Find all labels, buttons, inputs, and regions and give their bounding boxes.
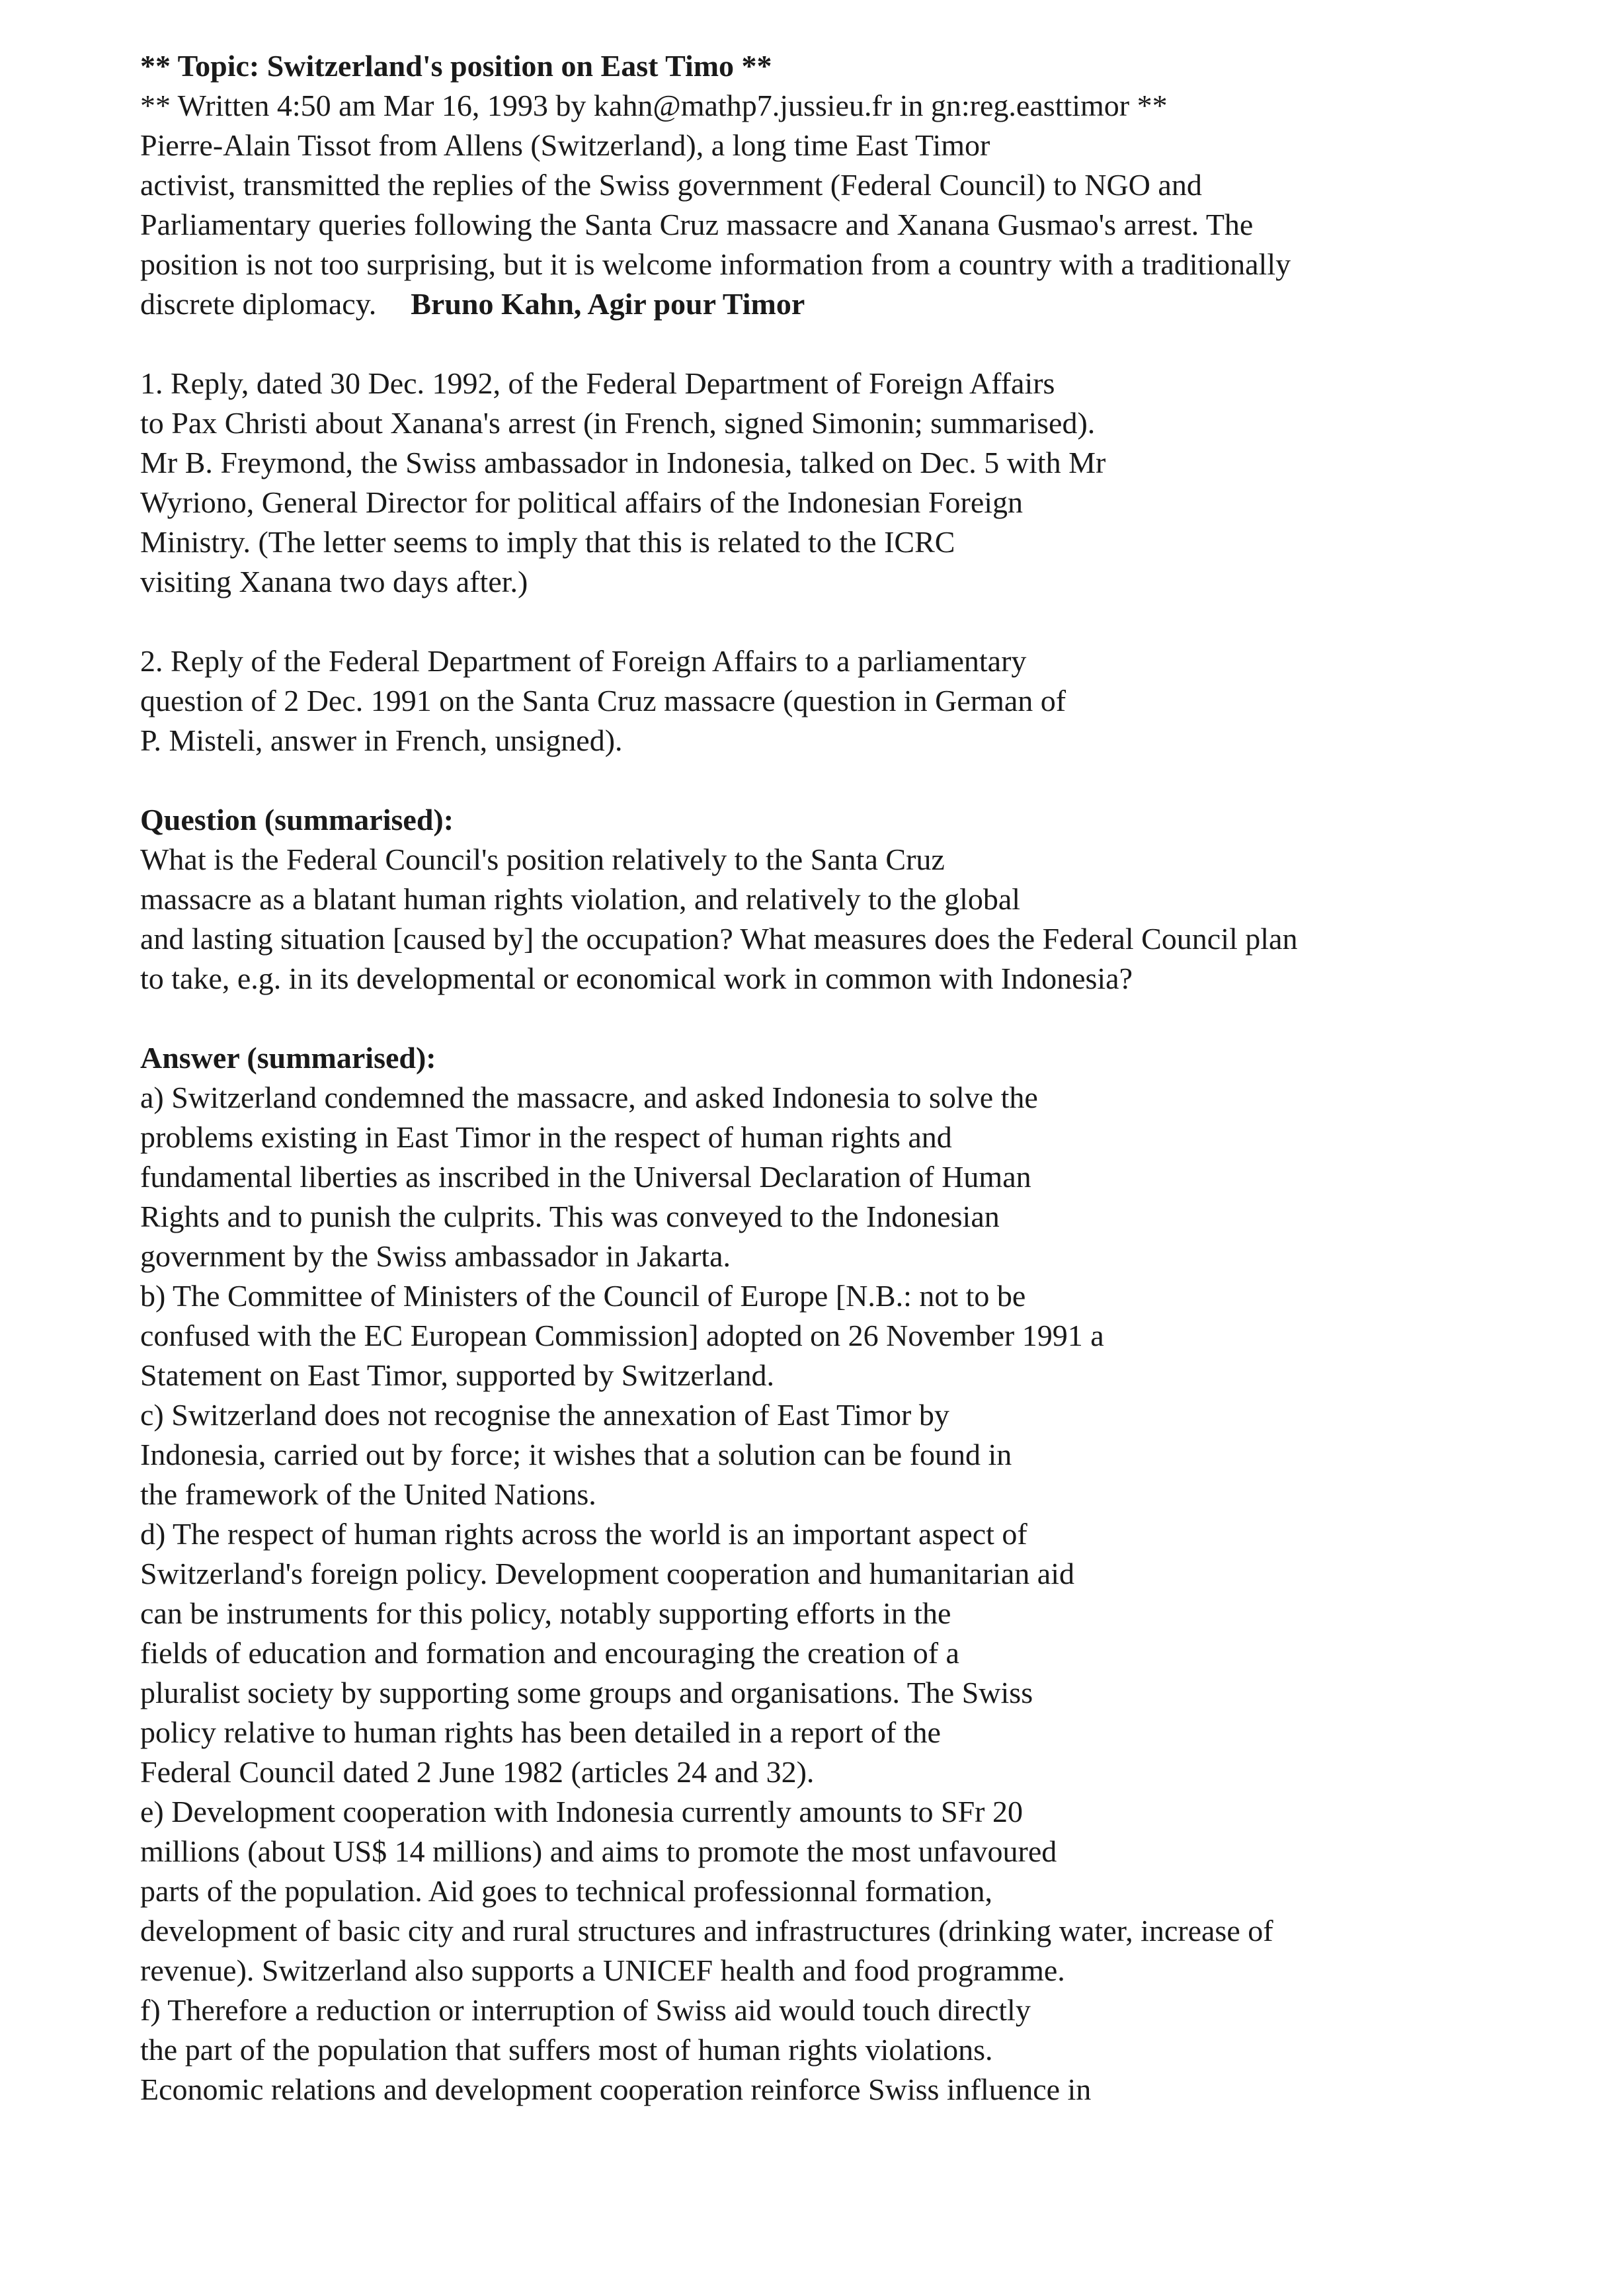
answer-line: fundamental liberties as inscribed in the Universal Declaration of Human: [140, 1160, 1031, 1194]
signature: Bruno Kahn, Agir pour Timor: [411, 287, 805, 321]
intro-line: activist, transmitted the replies of the Swiss government (Federal Council) to NGO and: [140, 168, 1202, 202]
answer-line: a) Switzerland condemned the massacre, and asked Indonesia to solve the: [140, 1081, 1038, 1114]
reply-2-line: question of 2 Dec. 1991 on the Santa Cruz massacre (question in German of: [140, 684, 1066, 718]
topic-line: ** Topic: Switzerland's position on East Timo **: [140, 49, 772, 83]
question-line: and lasting situation [caused by] the occupation? What measures does the Federal Council plan: [140, 922, 1298, 956]
reply-1-paragraph: [140, 364, 1496, 602]
answer-line: government by the Swiss ambassador in Jakarta.: [140, 1239, 731, 1273]
answer-line: Economic relations and development cooperation reinforce Swiss influence in: [140, 2072, 1092, 2106]
answer-line: can be instruments for this policy, notably supporting efforts in the: [140, 1596, 951, 1630]
answer-heading: Answer (summarised):: [140, 1041, 436, 1075]
question-line: What is the Federal Council's position relatively to the Santa Cruz: [140, 842, 945, 876]
answer-line: Rights and to punish the culprits. This was conveyed to the Indonesian: [140, 1200, 1000, 1233]
answer-line: Indonesia, carried out by force; it wishes that a solution can be found in: [140, 1438, 1012, 1471]
intro-line: position is not too surprising, but it is welcome information from a country with a traditionally: [140, 247, 1291, 281]
question-section: [140, 800, 1496, 999]
written-line: ** Written 4:50 am Mar 16, 1993 by kahn@mathp7.jussieu.fr in gn:reg.easttimor **: [140, 89, 1168, 122]
intro-paragraph: [140, 126, 1496, 324]
reply-1-line: Mr B. Freymond, the Swiss ambassador in Indonesia, talked on Dec. 5 with Mr: [140, 446, 1106, 479]
reply-1-line: visiting Xanana two days after.): [140, 565, 528, 598]
reply-1-line: to Pax Christi about Xanana's arrest (in French, signed Simonin; summarised).: [140, 406, 1096, 440]
answer-line: the framework of the United Nations.: [140, 1477, 596, 1511]
reply-1-line: Ministry. (The letter seems to imply that this is related to the ICRC: [140, 525, 955, 559]
reply-1-line: Wyriono, General Director for political affairs of the Indonesian Foreign: [140, 485, 1024, 519]
answer-line: e) Development cooperation with Indonesia currently amounts to SFr 20: [140, 1795, 1023, 1828]
answer-line: pluralist society by supporting some groups and organisations. The Swiss: [140, 1676, 1033, 1709]
answer-line: the part of the population that suffers most of human rights violations.: [140, 2033, 993, 2067]
answer-line: policy relative to human rights has been detailed in a report of the: [140, 1715, 941, 1749]
reply-2-paragraph: [140, 641, 1496, 760]
answer-line: problems existing in East Timor in the respect of human rights and: [140, 1120, 952, 1154]
intro-line: discrete diplomacy.: [140, 287, 377, 321]
answer-line: d) The respect of human rights across the world is an important aspect of: [140, 1517, 1027, 1551]
answer-line: b) The Committee of Ministers of the Council of Europe [N.B.: not to be: [140, 1279, 1026, 1313]
answer-line: fields of education and formation and encouraging the creation of a: [140, 1636, 959, 1670]
answer-line: parts of the population. Aid goes to technical professionnal formation,: [140, 1874, 992, 1908]
answer-line: Statement on East Timor, supported by Switzerland.: [140, 1358, 774, 1392]
reply-2-line: 2. Reply of the Federal Department of Foreign Affairs to a parliamentary: [140, 644, 1027, 678]
answer-line: Switzerland's foreign policy. Development cooperation and humanitarian aid: [140, 1557, 1074, 1590]
intro-line: Parliamentary queries following the Santa Cruz massacre and Xanana Gusmao's arrest. The: [140, 208, 1254, 241]
document-body: [140, 46, 1496, 2110]
answer-line: revenue). Switzerland also supports a UNICEF health and food programme.: [140, 1953, 1065, 1987]
answer-line: f) Therefore a reduction or interruption of Swiss aid would touch directly: [140, 1993, 1031, 2027]
intro-line: Pierre-Alain Tissot from Allens (Switzerland), a long time East Timor: [140, 128, 990, 162]
reply-2-line: P. Misteli, answer in French, unsigned).: [140, 723, 623, 757]
intro-last-line: [140, 284, 1496, 324]
reply-1-line: 1. Reply, dated 30 Dec. 1992, of the Federal Department of Foreign Affairs: [140, 366, 1055, 400]
question-line: to take, e.g. in its developmental or economical work in common with Indonesia?: [140, 962, 1133, 995]
answer-line: millions (about US$ 14 millions) and aims to promote the most unfavoured: [140, 1834, 1057, 1868]
answer-section: [140, 1038, 1496, 2110]
question-line: massacre as a blatant human rights violation, and relatively to the global: [140, 882, 1021, 916]
answer-line: Federal Council dated 2 June 1982 (articles 24 and 32).: [140, 1755, 815, 1789]
question-heading: Question (summarised):: [140, 803, 454, 837]
answer-line: c) Switzerland does not recognise the annexation of East Timor by: [140, 1398, 949, 1432]
answer-line: development of basic city and rural structures and infrastructures (drinking water, increase of: [140, 1914, 1273, 1948]
answer-line: confused with the EC European Commission] adopted on 26 November 1991 a: [140, 1319, 1104, 1352]
